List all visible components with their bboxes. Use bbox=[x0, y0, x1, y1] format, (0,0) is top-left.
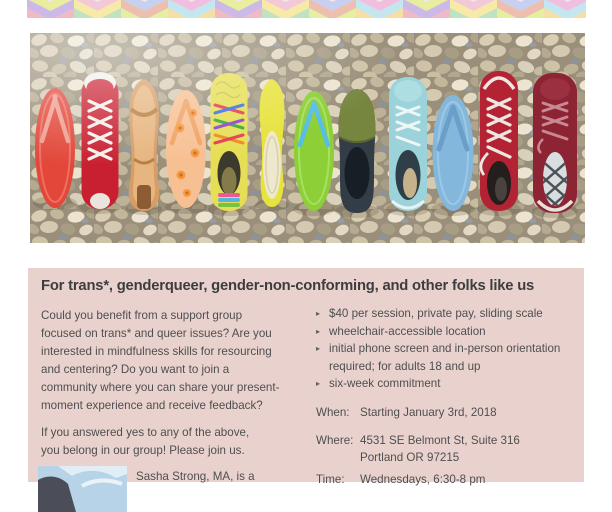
shoe-maroon-sneaker bbox=[532, 73, 578, 218]
shoe-tan-heeled-sandal bbox=[126, 79, 162, 215]
shoe-light-blue-sneaker bbox=[386, 77, 430, 216]
triangle-bullet-icon: ▸ bbox=[316, 326, 321, 336]
intro-line: community where you can share your present- bbox=[41, 381, 280, 394]
chevron-banner-pattern bbox=[27, 0, 586, 18]
right-column bbox=[316, 305, 584, 488]
flyer-panel bbox=[28, 268, 584, 486]
where-value-line1: 4531 SE Belmont St, Suite 316 bbox=[360, 433, 520, 447]
triangle-bullet-icon: ▸ bbox=[316, 309, 321, 318]
intro-paragraph bbox=[41, 307, 326, 415]
bio-portrait-photo bbox=[38, 466, 127, 512]
time-label: Time: bbox=[316, 472, 345, 486]
intro-line: Could you benefit from a support group bbox=[41, 309, 243, 322]
bullet-text: six-week commitment bbox=[329, 377, 441, 391]
shoes-photo-art bbox=[30, 33, 585, 243]
intro-line: interested in mindfulness skills for resourcing bbox=[41, 345, 272, 358]
bullet-list bbox=[316, 305, 584, 393]
intro-line: focused on trans* and queer issues? Are you bbox=[41, 327, 272, 340]
shoe-yellow-rainbow-sneaker bbox=[208, 73, 250, 216]
bullet-item bbox=[316, 375, 584, 393]
invite-line: you belong in our group! Please join us. bbox=[41, 444, 245, 457]
bullet-text: initial phone screen and in-person orientation bbox=[329, 342, 561, 356]
detail-when bbox=[316, 404, 584, 422]
when-label: When: bbox=[316, 405, 350, 419]
shoes-photo bbox=[30, 33, 585, 243]
bio-portrait-art bbox=[38, 466, 127, 512]
bio-text: Sasha Strong, MA, is a bbox=[136, 470, 255, 483]
chevron-banner bbox=[27, 0, 586, 18]
shoe-red-canvas-sneaker bbox=[477, 71, 521, 216]
where-value-line2: Portland OR 97215 bbox=[360, 451, 460, 465]
intro-line: moment experience and receive feedback? bbox=[41, 399, 263, 412]
when-value: Starting January 3rd, 2018 bbox=[360, 405, 497, 419]
intro-line: and centering? Do you want to join a bbox=[41, 363, 230, 376]
bullet-item bbox=[316, 305, 584, 323]
bullet-text: required; for adults 18 and up bbox=[329, 359, 481, 373]
time-value: Wednesdays, 6:30-8 pm bbox=[360, 472, 486, 486]
shoe-red-sneaker bbox=[79, 72, 121, 214]
detail-time bbox=[316, 471, 584, 489]
shoe-olive-clog bbox=[335, 89, 379, 218]
where-label: Where: bbox=[316, 433, 354, 447]
panel-heading: For trans*, genderqueer, gender-non-conforming, and other folks like us bbox=[41, 278, 535, 294]
bullet-text: wheelchair-accessible location bbox=[329, 324, 486, 338]
invite-line: If you answered yes to any of the above, bbox=[41, 426, 250, 439]
left-column bbox=[41, 307, 326, 460]
bullet-item bbox=[316, 340, 584, 375]
bullet-item bbox=[316, 323, 584, 341]
triangle-bullet-icon: ▸ bbox=[316, 379, 321, 389]
bio-row bbox=[38, 466, 255, 512]
detail-where bbox=[316, 432, 584, 467]
invite-paragraph bbox=[41, 424, 326, 460]
triangle-bullet-icon: ▸ bbox=[316, 344, 321, 354]
bullet-text: $40 per session, private pay, sliding scale bbox=[329, 307, 543, 320]
